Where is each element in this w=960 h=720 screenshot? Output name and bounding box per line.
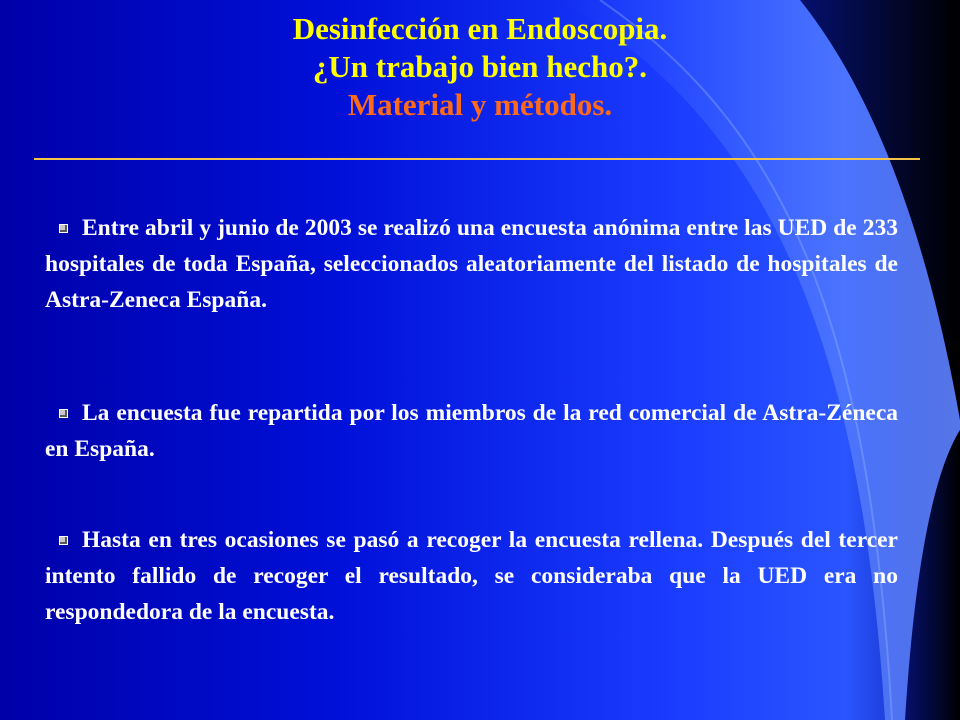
square-bullet-icon — [59, 224, 68, 233]
bullet-paragraph-3 — [45, 522, 898, 630]
bullet-text-3: Hasta en tres ocasiones se pasó a recoger la encuesta rellena. Después del tercer intento fallido de recoger el resultado, se consideraba que la UED era no respondedora de la encuesta. — [45, 527, 898, 625]
slide-title — [0, 10, 960, 124]
square-bullet-icon — [59, 409, 68, 418]
title-line-1: Desinfección en Endoscopia. — [292, 11, 668, 46]
title-line-2: ¿Un trabajo bien hecho?. — [312, 49, 648, 84]
bullet-paragraph-1 — [45, 210, 898, 318]
title-line-3: Material y métodos. — [347, 87, 613, 122]
bullet-text-2: La encuesta fue repartida por los miembros de la red comercial de Astra-Zéneca en España. — [45, 400, 898, 462]
title-divider — [34, 158, 920, 160]
square-bullet-icon — [59, 536, 68, 545]
bullet-paragraph-2 — [45, 395, 898, 467]
bullet-text-1: Entre abril y junio de 2003 se realizó una encuesta anónima entre las UED de 233 hospitales de toda España, seleccionados aleatoriamente del listado de hospitales de Astra-Zeneca España. — [45, 215, 898, 313]
